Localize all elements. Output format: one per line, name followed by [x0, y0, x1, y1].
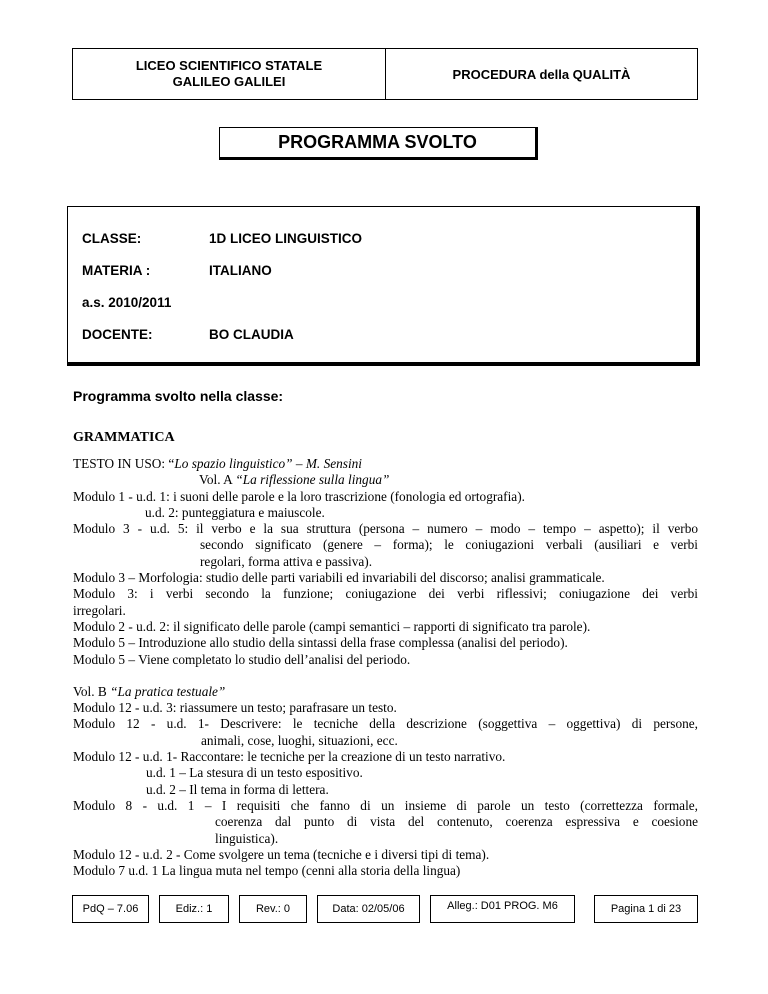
- text-line: Vol. B “La pratica testuale”: [73, 683, 226, 699]
- program-body: [73, 456, 698, 879]
- procedure-label: PROCEDURA della QUALITÀ: [452, 66, 631, 82]
- document-footer: [72, 895, 698, 923]
- text-line: Modulo 1 - u.d. 1: i suoni delle parole e la loro trascrizione (fonologia ed ortografia).: [73, 488, 525, 504]
- text-line: Modulo 3: i verbi secondo la funzione; coniugazione dei verbi riflessivi; coniugazione dei verbi: [73, 586, 698, 602]
- docente-label: DOCENTE:: [82, 327, 153, 342]
- title-text: PROGRAMMA SVOLTO: [278, 132, 477, 152]
- text-line: Modulo 8 - u.d. 1 – I requisiti che fanno di un insieme di parole un testo (correttezza formale,: [73, 797, 698, 813]
- text-line: coerenza dal punto di vista del contenuto, coerenza espressiva e coesione: [215, 814, 698, 830]
- text-line: Modulo 2 - u.d. 2: il significato delle parole (campi semantici – rapporti di significato tra parole).: [73, 618, 591, 634]
- footer-pagina: Pagina 1 di 23: [594, 895, 698, 923]
- text-line: u.d. 2 – Il tema in forma di lettera.: [146, 781, 329, 797]
- text-line: u.d. 2: punteggiatura e maiuscole.: [145, 504, 325, 520]
- anno-scolastico: a.s. 2010/2011: [82, 295, 172, 310]
- school-name-line2: GALILEO GALILEI: [172, 74, 286, 89]
- text-line: linguistica).: [215, 830, 279, 846]
- footer-ediz: Ediz.: 1: [159, 895, 229, 923]
- text-line: Modulo 12 - u.d. 1- Descrivere: le tecniche della descrizione (soggettiva – oggettiva) di persone,: [73, 716, 698, 732]
- classe-value: 1D LICEO LINGUISTICO: [209, 231, 363, 246]
- document-header: [72, 48, 698, 100]
- text-line: Modulo 5 – Viene completato lo studio dell’analisi del periodo.: [73, 651, 411, 667]
- school-name-line1: LICEO SCIENTIFICO STATALE: [135, 58, 323, 73]
- docente-value: BO CLAUDIA: [209, 327, 294, 342]
- text-line: u.d. 1 – La stesura di un testo espositivo.: [146, 765, 363, 781]
- text-line: Modulo 3 – Morfologia: studio delle parti variabili ed invariabili del discorso; analisi grammaticale.: [73, 570, 605, 586]
- class-info-box: [67, 206, 700, 366]
- text-line: Modulo 3 - u.d. 5: il verbo e la sua struttura (persona – numero – modo – tempo – aspetto); il verbo: [73, 521, 698, 537]
- text-line: regolari, forma attiva e passiva).: [200, 553, 373, 569]
- procedure-cell: [386, 49, 697, 99]
- document-title: [219, 127, 538, 160]
- text-line: secondo significato (genere – forma); le coniugazioni verbali (ausiliari e verbi: [200, 537, 698, 553]
- footer-rev: Rev.: 0: [239, 895, 307, 923]
- footer-alleg: Alleg.: D01 PROG. M6: [430, 895, 575, 923]
- text-line: Modulo 12 - u.d. 2 - Come svolgere un tema (tecniche e i diversi tipi di tema).: [73, 846, 490, 862]
- text-line: Modulo 12 - u.d. 1- Raccontare: le tecniche per la creazione di un testo narrativo.: [73, 749, 506, 765]
- materia-value: ITALIANO: [209, 263, 272, 278]
- text-line: Modulo 12 - u.d. 3: riassumere un testo; parafrasare un testo.: [73, 700, 397, 716]
- program-subheading: Programma svolto nella classe:: [73, 388, 284, 404]
- materia-label: MATERIA :: [82, 263, 151, 278]
- text-line: Modulo 5 – Introduzione allo studio della sintassi della frase complessa (analisi del periodo).: [73, 635, 568, 651]
- text-line: Vol. A “La riflessione sulla lingua”: [199, 472, 390, 488]
- text-line: Modulo 7 u.d. 1 La lingua muta nel tempo (cenni alla storia della lingua): [73, 863, 461, 879]
- footer-data: Data: 02/05/06: [317, 895, 420, 923]
- footer-pdq: PdQ – 7.06: [72, 895, 149, 923]
- classe-label: CLASSE:: [82, 231, 142, 246]
- school-name-cell: [73, 49, 386, 99]
- text-line: TESTO IN USO: “Lo spazio linguistico” – M. Sensini: [73, 456, 362, 471]
- text-line: irregolari.: [73, 602, 126, 618]
- section-heading-grammatica: GRAMMATICA: [73, 430, 175, 445]
- text-line: animali, cose, luoghi, situazioni, ecc.: [201, 732, 398, 748]
